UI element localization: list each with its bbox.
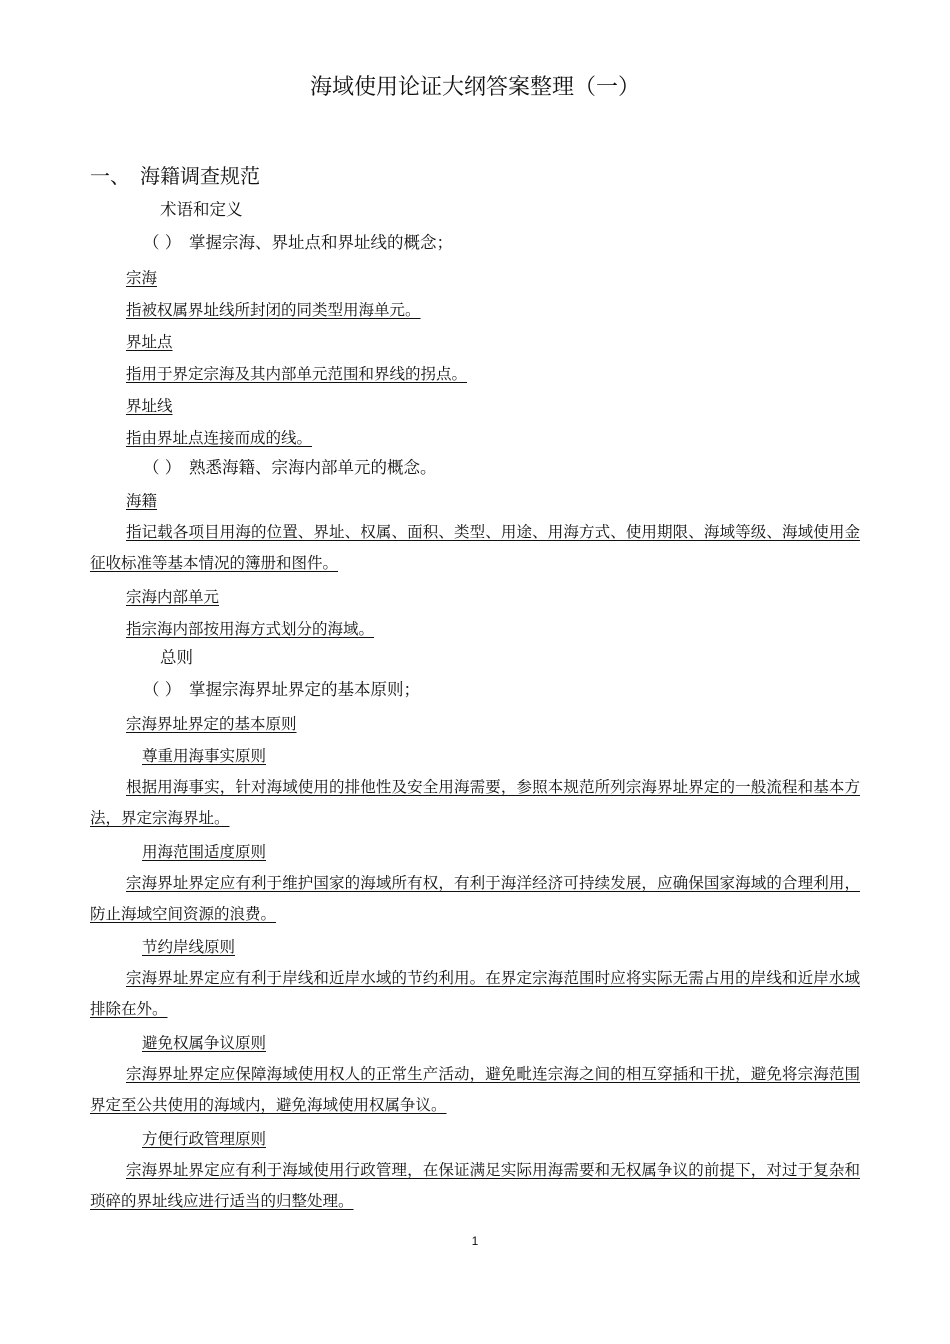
principle-title: 用海范围适度原则 [142, 843, 267, 861]
objective-marker: （ ） [143, 680, 182, 699]
definition-paragraph: 指记载各项目用海的位置、界址、权属、面积、类型、用途、用海方式、使用期限、海域等级、海域使用金征收标准等基本情况的簿册和图件。 [90, 523, 860, 572]
principle-heading [90, 1033, 266, 1053]
definition: 指用于界定宗海及其内部单元范围和界线的拐点。 [126, 365, 468, 383]
term-label: 宗海界址界定的基本原则 [126, 715, 297, 733]
term-label: 海籍 [126, 492, 158, 510]
section-heading [90, 160, 260, 189]
subsection-heading: 总则 [160, 648, 193, 667]
principle-title: 尊重用海事实原则 [142, 747, 267, 765]
principle-heading [90, 1129, 266, 1149]
page-number: 1 [471, 1234, 479, 1248]
objective [143, 458, 437, 478]
principle-heading [90, 937, 235, 957]
principle-title: 避免权属争议原则 [142, 1034, 267, 1052]
term [90, 587, 219, 607]
principle-paragraph: 宗海界址界定应有利于维护国家的海域所有权，有利于海洋经济可持续发展，应确保国家海域的合理利用，防止海域空间资源的浪费。 [90, 874, 860, 923]
principle-title: 节约岸线原则 [142, 938, 236, 956]
principle-title: 方便行政管理原则 [142, 1130, 267, 1148]
principle-heading [90, 842, 266, 862]
term [90, 396, 173, 416]
principle-paragraph: 宗海界址界定应有利于海域使用行政管理，在保证满足实际用海需要和无权属争议的前提下，对过于复杂和琐碎的界址线应进行适当的归整处理。 [90, 1161, 860, 1210]
definition: 指由界址点连接而成的线。 [126, 429, 313, 447]
principle-heading [90, 746, 266, 766]
section-number: 一、 [90, 164, 130, 188]
principle-paragraph: 根据用海事实，针对海域使用的排他性及安全用海需要，参照本规范所列宗海界址界定的一般流程和基本方法，界定宗海界址。 [90, 778, 860, 827]
term-label: 宗海 [126, 269, 158, 287]
objective [143, 680, 420, 700]
objective-marker: （ ） [143, 458, 182, 477]
section-title: 海籍调查规范 [140, 164, 260, 188]
principle-paragraph: 宗海界址界定应保障海域使用权人的正常生产活动，避免毗连宗海之间的相互穿插和干扰，避免将宗海范围界定至公共使用的海域内，避免海域使用权属争议。 [90, 1065, 860, 1114]
objective-text: 掌握宗海界址界定的基本原则； [189, 680, 420, 699]
term [90, 714, 297, 734]
definition: 指宗海内部按用海方式划分的海域。 [126, 620, 375, 638]
principle-paragraph: 宗海界址界定应有利于岸线和近岸水域的节约利用。在界定宗海范围时应将实际无需占用的岸线和近岸水域排除在外。 [90, 969, 860, 1018]
term-label: 界址点 [126, 333, 173, 351]
objective-text: 熟悉海籍、宗海内部单元的概念。 [189, 458, 437, 477]
document-title: 海域使用论证大纲答案整理（一） [309, 75, 640, 100]
term-label: 宗海内部单元 [126, 588, 220, 606]
term [90, 491, 157, 511]
term [90, 332, 173, 352]
definition: 指被权属界址线所封闭的同类型用海单元。 [126, 301, 421, 319]
term-label: 界址线 [126, 397, 173, 415]
term [90, 268, 157, 288]
objective-marker: （ ） [143, 233, 182, 252]
subsection-heading: 术语和定义 [160, 200, 243, 219]
objective [143, 233, 453, 253]
objective-text: 掌握宗海、界址点和界址线的概念； [189, 233, 453, 252]
